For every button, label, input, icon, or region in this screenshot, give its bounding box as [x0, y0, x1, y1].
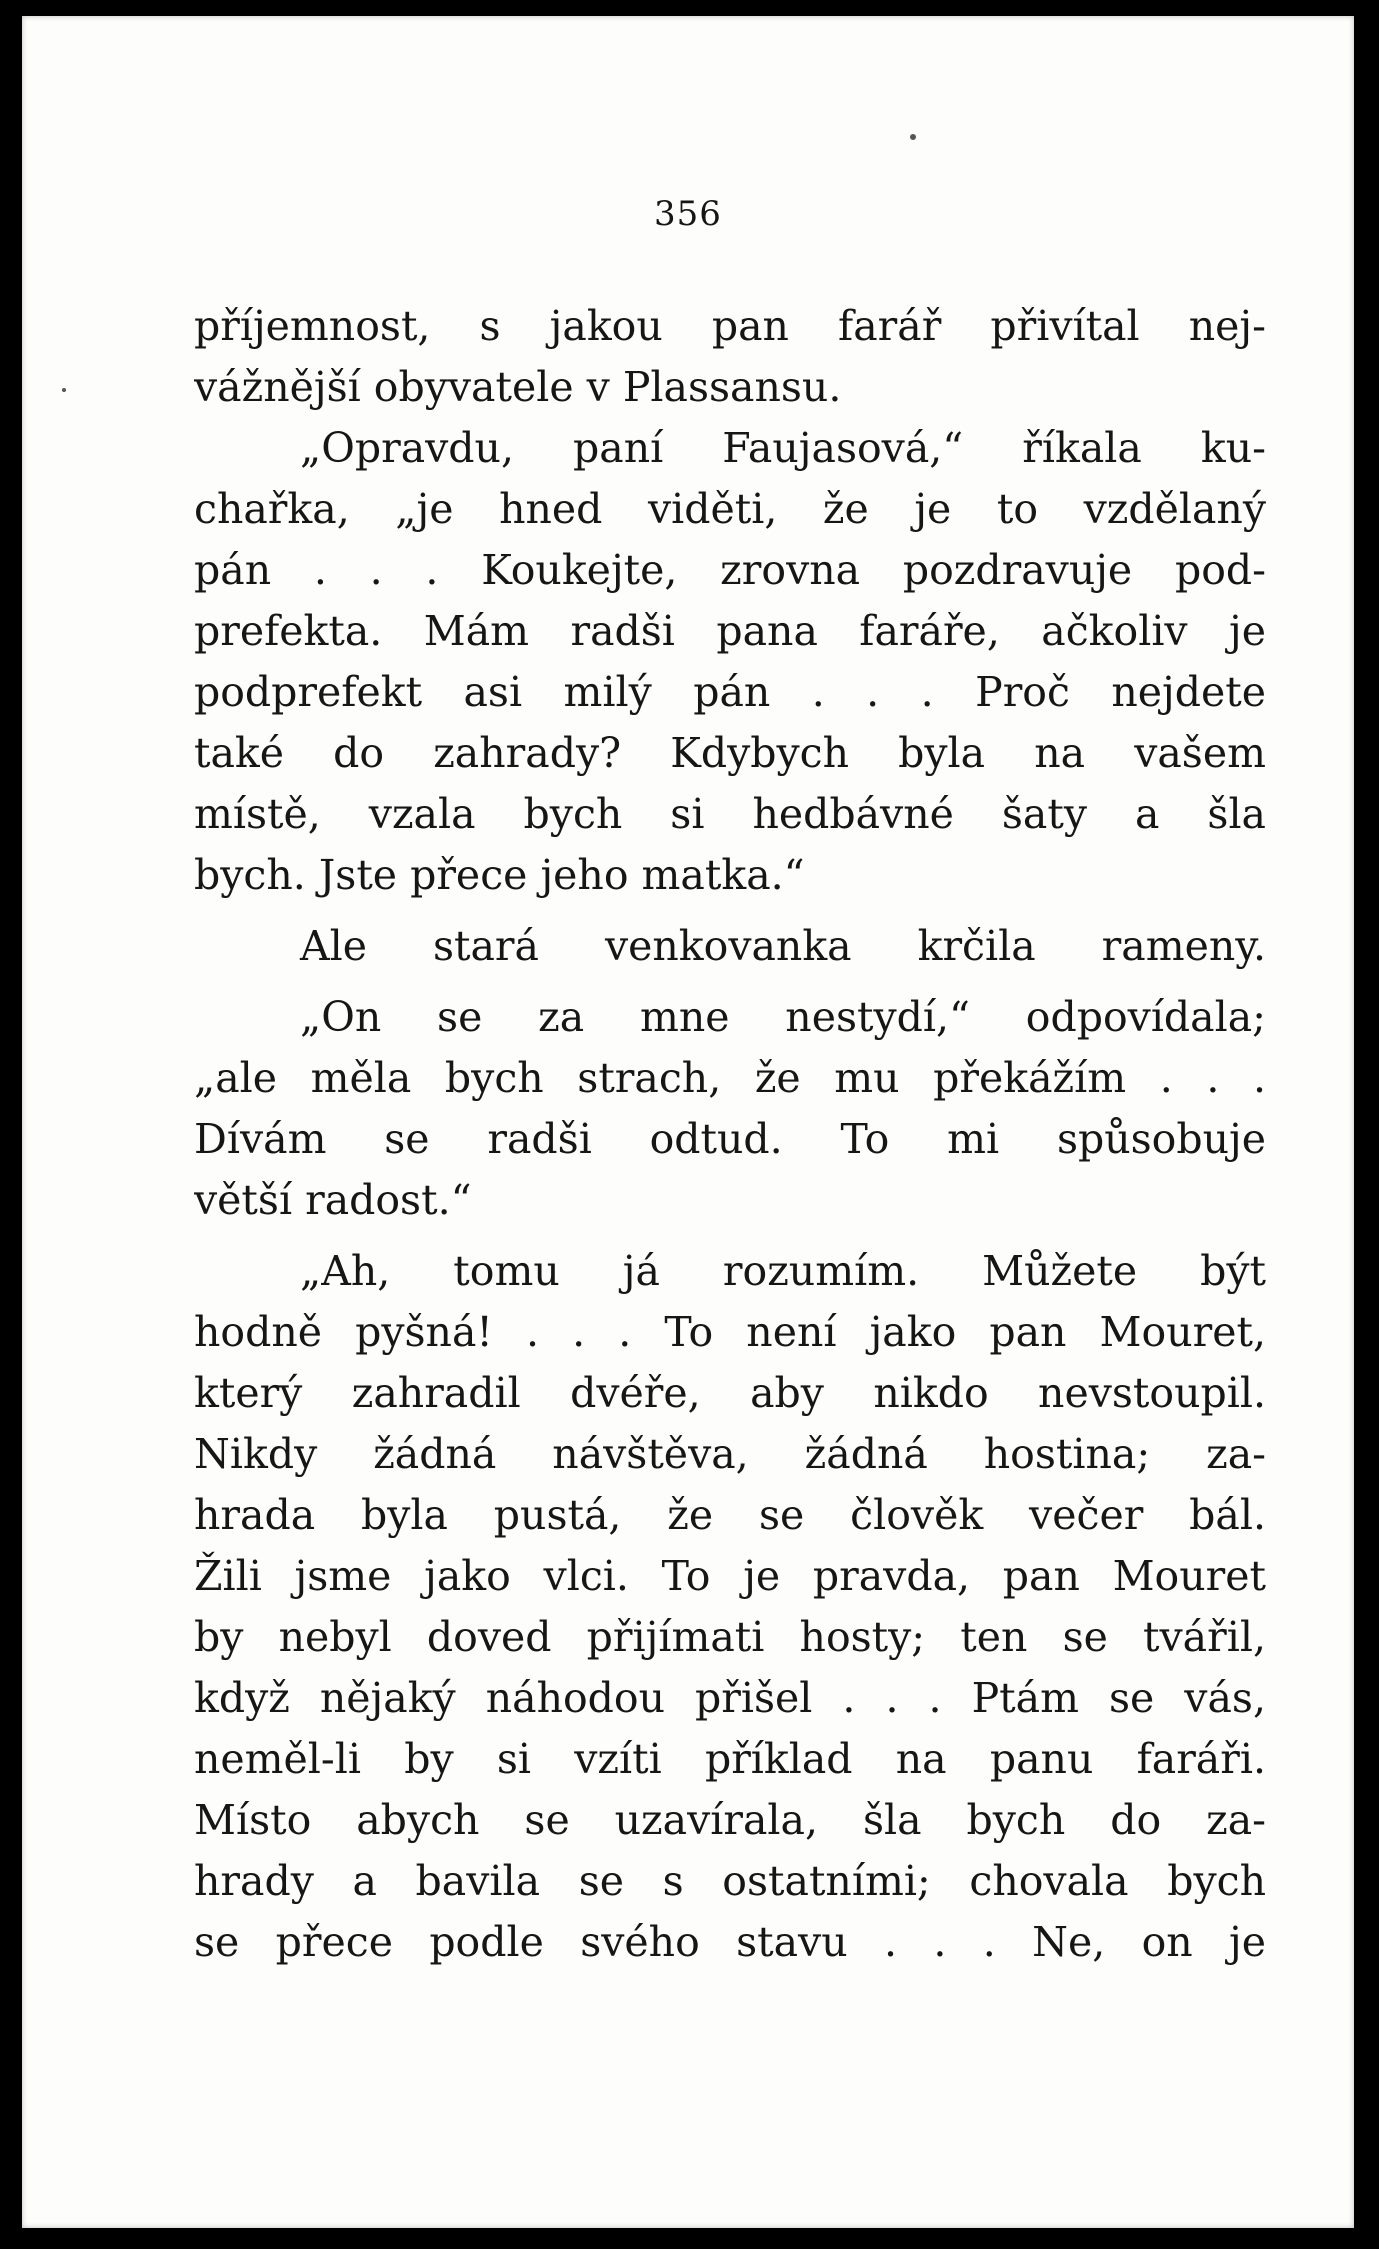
- text-line: pán . . . Koukejte, zrovna pozdravuje pod-: [194, 546, 1266, 594]
- paragraph: [194, 987, 1266, 1231]
- text-line: Dívám se radši odtud. To mi spůsobuje: [194, 1115, 1266, 1163]
- text-line: by nebyl doved přijímati hosty; ten se tvářil,: [194, 1613, 1266, 1661]
- text-line: místě, vzala bych si hedbávné šaty a šla: [194, 790, 1266, 838]
- text-line: „Ah, tomu já rozumím. Můžete být: [300, 1247, 1266, 1295]
- paragraph: [194, 418, 1266, 906]
- paragraph: [194, 916, 1266, 977]
- text-line: Místo abych se uzavírala, šla bych do za-: [194, 1796, 1266, 1844]
- text-line: hrada byla pustá, že se člověk večer bál.: [194, 1491, 1266, 1539]
- text-line: se přece podle svého stavu . . . Ne, on je: [194, 1918, 1266, 1966]
- text-line: když nějaký náhodou přišel . . . Ptám se vás,: [194, 1674, 1266, 1722]
- book-page: [22, 16, 1354, 2228]
- text-line: vážnější obyvatele v Plassansu.: [194, 363, 842, 411]
- text-line: který zahradil dvéře, aby nikdo nevstoupil.: [194, 1369, 1266, 1417]
- print-speck: [62, 388, 66, 392]
- text-line: také do zahrady? Kdybych byla na vašem: [194, 729, 1266, 777]
- text-line: prefekta. Mám radši pana faráře, ačkoliv je: [194, 607, 1266, 655]
- text-line: větší radost.“: [194, 1176, 472, 1224]
- paragraph: [194, 1241, 1266, 1973]
- text-line: hodně pyšná! . . . To není jako pan Mouret,: [194, 1308, 1266, 1356]
- text-line: Nikdy žádná návštěva, žádná hostina; za-: [194, 1430, 1266, 1478]
- text-line: neměl-li by si vzíti příklad na panu faráři.: [194, 1735, 1266, 1783]
- text-line: hrady a bavila se s ostatními; chovala bych: [194, 1857, 1266, 1905]
- print-speck: [910, 134, 916, 140]
- body-text: [194, 296, 1266, 1973]
- text-line: bych. Jste přece jeho matka.“: [194, 851, 805, 899]
- text-line: „Opravdu, paní Faujasová,“ říkala ku-: [300, 424, 1266, 472]
- text-line: chařka, „je hned viděti, že je to vzdělaný: [194, 485, 1266, 533]
- text-line: Ale stará venkovanka krčila rameny.: [300, 922, 1266, 970]
- text-line: Žili jsme jako vlci. To je pravda, pan Mouret: [194, 1552, 1266, 1600]
- text-line: podprefekt asi milý pán . . . Proč nejdete: [194, 668, 1266, 716]
- text-line: příjemnost, s jakou pan farář přivítal nej-: [194, 302, 1266, 350]
- text-line: „ale měla bych strach, že mu překážím . . .: [194, 1054, 1266, 1102]
- text-line: „On se za mne nestydí,“ odpovídala;: [300, 993, 1266, 1041]
- paragraph: [194, 296, 1266, 418]
- page-number: 356: [654, 194, 722, 234]
